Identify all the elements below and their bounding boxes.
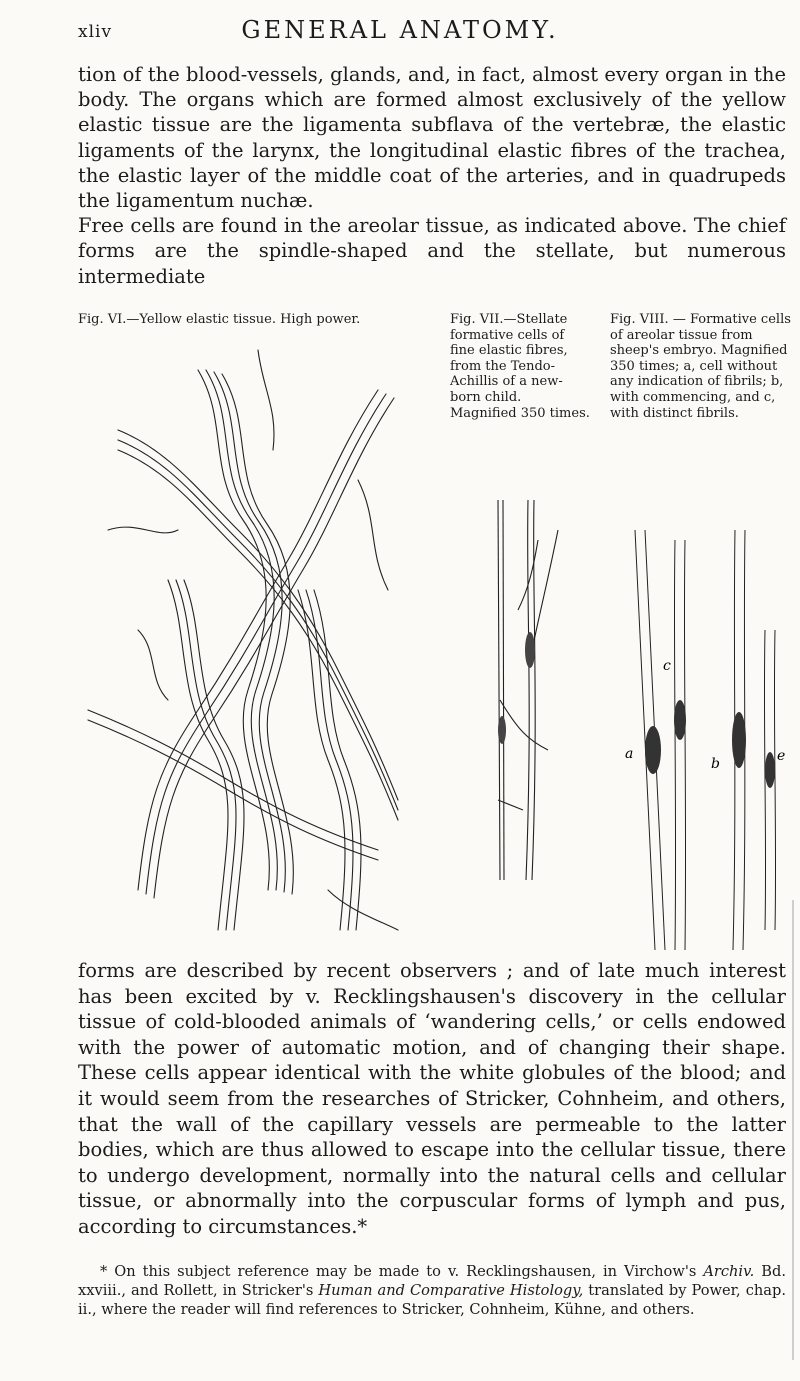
figure-8-caption: Fig. VIII. — Formative cells of areolar tissue from sheep's embryo. Magnified 350 times; a, cell without any indication of fibrils; b, with commencing, and c, with distinct fibrils.	[610, 312, 791, 421]
footnote-book-title: Human and Comparative Histology,	[318, 1282, 584, 1299]
page-header	[0, 12, 800, 52]
paragraph-text: forms are described by recent observers ; and of late much interest has been excited by v. Recklingshausen's discovery in the cellular tissue of cold-blooded animals of ‘wandering cells,’ or cells endowed with the power of automatic motion, and of changing their shape. These cells appear identical with the white globules of the blood; and it would seem from the researches of Stricker, Cohnheim, and others, that the wall of the capillary vessels are permeable to the latter bodies, which are thus allowed to escape into the cellular tissue, there to undergo development, normally into the natural cells and cellular tissue, or abnormally into the corpuscular forms of lymph and pus, according to circumstances.*	[78, 959, 786, 1238]
figure-8-formative-cells	[615, 530, 785, 950]
paragraph-text: tion of the blood-vessels, glands, and, in fact, almost every organ in the body. The organs which are formed almost exclusively of the yellow elastic tissue are the ligamenta subflava of the vertebræ, the elastic ligaments of the larynx, the longitudinal elastic fibres of the trachea, the elastic layer of the middle coat of the arteries, and in quadrupeds the ligamentum nuchæ.	[78, 63, 786, 213]
footnote-text: Bd. xxviii., and Rollett, in Stricker's	[78, 1263, 786, 1299]
figure-6-caption: Fig. VI.—Yellow elastic tissue. High power.	[78, 312, 361, 327]
fig8-label-b: b	[711, 756, 720, 772]
fig8-label-a: a	[625, 746, 634, 762]
footnote	[78, 1262, 786, 1319]
fig8-label-c: c	[663, 658, 671, 674]
fig8-label-e: e	[777, 748, 785, 764]
page-number: xliv	[78, 22, 113, 42]
paragraph-bottom	[78, 958, 786, 1240]
figure-6-elastic-tissue	[78, 330, 438, 950]
footnote-text: translated by Power, chap. ii., where the reader will find references to Stricker, Cohnheim, Kühne, and others.	[78, 1282, 786, 1318]
figure-7-stellate-cells	[478, 500, 578, 880]
figure-7-caption: Fig. VII.—Stellate formative cells of fine elastic fibres, from the Tendo-Achillis of a new-born child. Magnified 350 times.	[450, 312, 590, 421]
footnote-journal: Archiv.	[703, 1263, 755, 1280]
paragraph-text: Free cells are found in the areolar tissue, as indicated above. The chief forms are the spindle-shaped and the stellate, but numerous intermediate	[78, 214, 786, 288]
footnote-text: * On this subject reference may be made to v. Recklingshausen, in Virchow's	[100, 1263, 704, 1280]
running-title: GENERAL ANATOMY.	[241, 16, 559, 44]
page-edge-shadow	[792, 900, 794, 1360]
paragraph-top	[78, 62, 786, 289]
